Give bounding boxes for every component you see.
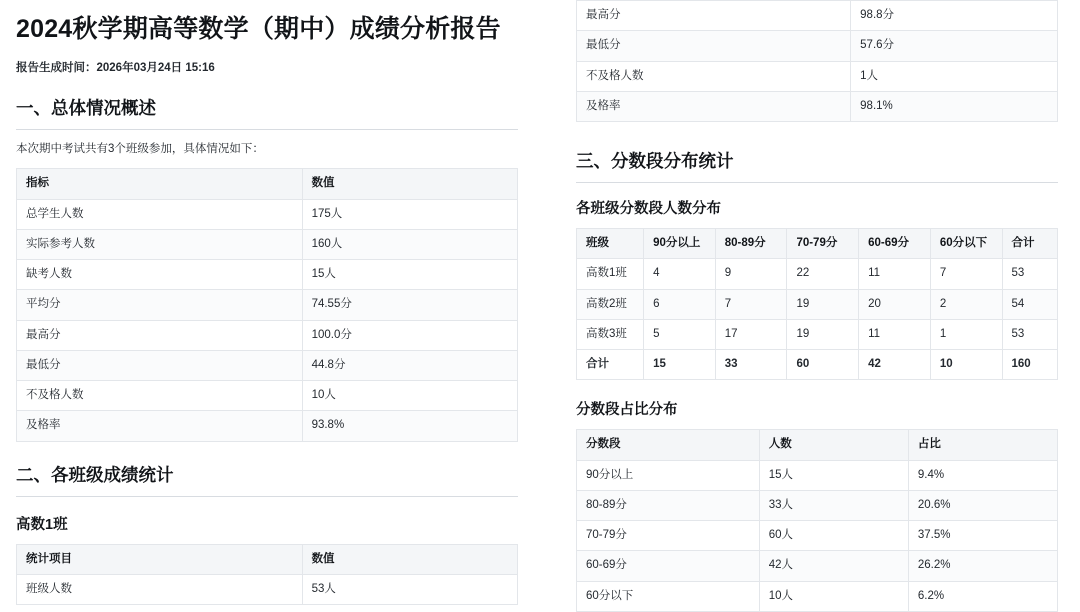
table-row	[577, 581, 1058, 611]
distribution-heading: 各班级分数段人数分布	[576, 201, 721, 217]
table-cell: 175人	[302, 199, 517, 229]
column-header: 合计	[1002, 229, 1058, 259]
right-column	[540, 0, 1080, 602]
table-cell: 44.8分	[302, 350, 517, 380]
table-header-row	[577, 430, 1058, 460]
page-title: 2024秋学期高等数学（期中）成绩分析报告	[16, 15, 501, 43]
table-cell: 74.55分	[302, 290, 517, 320]
table-header-row	[17, 544, 518, 574]
left-column	[0, 0, 540, 595]
table-row	[17, 574, 518, 604]
table-cell: 7	[715, 289, 787, 319]
table-cell: 7	[930, 259, 1002, 289]
table-row	[17, 229, 518, 259]
table-cell: 最高分	[577, 1, 851, 31]
table-row	[577, 289, 1058, 319]
table-row	[17, 350, 518, 380]
overall-stats-table	[16, 168, 518, 441]
section-1-heading: 一、总体情况概述	[16, 95, 518, 130]
class-score-distribution-table	[576, 228, 1058, 380]
table-cell: 9	[715, 259, 787, 289]
table-cell: 高数3班	[577, 319, 644, 349]
table-cell: 42人	[759, 551, 908, 581]
table-cell: 及格率	[577, 91, 851, 121]
table-cell: 10	[930, 350, 1002, 380]
generated-time-label: 报告生成时间：	[16, 62, 97, 75]
table-cell: 合计	[577, 350, 644, 380]
table-cell: 1人	[851, 61, 1058, 91]
table-cell: 37.5%	[908, 521, 1057, 551]
column-header: 80-89分	[715, 229, 787, 259]
table-cell: 最高分	[17, 320, 303, 350]
class-1-stats-table	[16, 544, 518, 606]
table-cell: 93.8%	[302, 411, 517, 441]
column-header: 数值	[302, 169, 517, 199]
table-cell: 不及格人数	[17, 381, 303, 411]
table-cell: 及格率	[17, 411, 303, 441]
column-header: 分数段	[577, 430, 760, 460]
table-cell: 90分以上	[577, 460, 760, 490]
table-cell: 17	[715, 319, 787, 349]
table-cell: 总学生人数	[17, 199, 303, 229]
table-cell: 9.4%	[908, 460, 1057, 490]
column-header: 统计项目	[17, 544, 303, 574]
table-cell: 22	[787, 259, 859, 289]
column-header: 60-69分	[859, 229, 931, 259]
table-cell: 33	[715, 350, 787, 380]
table-cell: 1	[930, 319, 1002, 349]
table-cell: 20.6%	[908, 490, 1057, 520]
generated-time-value: 2026年03月24日 15:16	[96, 62, 215, 75]
table-cell: 98.8分	[851, 1, 1058, 31]
table-cell: 26.2%	[908, 551, 1057, 581]
table-cell: 平均分	[17, 290, 303, 320]
table-row	[17, 411, 518, 441]
column-header: 指标	[17, 169, 303, 199]
table-cell: 60分以下	[577, 581, 760, 611]
section-2-heading: 二、各班级成绩统计	[16, 462, 518, 497]
table-cell: 最低分	[577, 31, 851, 61]
table-cell: 高数2班	[577, 289, 644, 319]
table-row	[17, 199, 518, 229]
table-cell: 60-69分	[577, 551, 760, 581]
table-cell: 160	[1002, 350, 1058, 380]
table-cell: 11	[859, 259, 931, 289]
table-header-row	[577, 229, 1058, 259]
table-cell: 53	[1002, 259, 1058, 289]
table-cell: 53	[1002, 319, 1058, 349]
table-cell: 60	[787, 350, 859, 380]
class-stats-continued-table	[576, 0, 1058, 122]
table-row	[577, 31, 1058, 61]
column-header: 90分以上	[644, 229, 716, 259]
table-cell: 15	[644, 350, 716, 380]
table-row	[17, 320, 518, 350]
table-cell: 19	[787, 319, 859, 349]
table-cell: 60人	[759, 521, 908, 551]
table-row	[17, 290, 518, 320]
class-1-heading: 高数1班	[16, 516, 68, 533]
column-header: 70-79分	[787, 229, 859, 259]
table-cell: 不及格人数	[577, 61, 851, 91]
section-3-heading: 三、分数段分布统计	[576, 148, 1058, 183]
table-row	[577, 521, 1058, 551]
table-cell: 4	[644, 259, 716, 289]
table-cell: 班级人数	[17, 574, 303, 604]
table-row	[577, 551, 1058, 581]
table-cell: 42	[859, 350, 931, 380]
generated-time	[16, 59, 518, 75]
table-cell: 2	[930, 289, 1002, 319]
table-cell: 15人	[759, 460, 908, 490]
table-row	[577, 319, 1058, 349]
table-total-row	[577, 350, 1058, 380]
table-cell: 10人	[302, 381, 517, 411]
table-cell: 33人	[759, 490, 908, 520]
table-cell: 10人	[759, 581, 908, 611]
table-row	[577, 1, 1058, 31]
table-row	[577, 91, 1058, 121]
table-cell: 57.6分	[851, 31, 1058, 61]
column-header: 人数	[759, 430, 908, 460]
score-ratio-table	[576, 429, 1058, 612]
table-cell: 54	[1002, 289, 1058, 319]
table-cell: 53人	[302, 574, 517, 604]
column-header: 班级	[577, 229, 644, 259]
table-cell: 高数1班	[577, 259, 644, 289]
table-cell: 5	[644, 319, 716, 349]
table-cell: 70-79分	[577, 521, 760, 551]
table-cell: 实际参考人数	[17, 229, 303, 259]
table-cell: 11	[859, 319, 931, 349]
table-row	[17, 260, 518, 290]
table-cell: 19	[787, 289, 859, 319]
column-header: 60分以下	[930, 229, 1002, 259]
table-cell: 6	[644, 289, 716, 319]
table-cell: 6.2%	[908, 581, 1057, 611]
column-header: 数值	[302, 544, 517, 574]
table-cell: 15人	[302, 260, 517, 290]
table-cell: 98.1%	[851, 91, 1058, 121]
table-cell: 80-89分	[577, 490, 760, 520]
ratio-heading: 分数段占比分布	[576, 402, 678, 419]
table-row	[577, 490, 1058, 520]
table-cell: 100.0分	[302, 320, 517, 350]
table-row	[17, 381, 518, 411]
table-header-row	[17, 169, 518, 199]
table-row	[577, 460, 1058, 490]
table-cell: 最低分	[17, 350, 303, 380]
table-row	[577, 259, 1058, 289]
column-header: 占比	[908, 430, 1057, 460]
table-cell: 20	[859, 289, 931, 319]
table-cell: 160人	[302, 229, 517, 259]
section-1-intro: 本次期中考试共有3个班级参加，具体情况如下：	[16, 143, 264, 156]
table-row	[577, 61, 1058, 91]
table-cell: 缺考人数	[17, 260, 303, 290]
